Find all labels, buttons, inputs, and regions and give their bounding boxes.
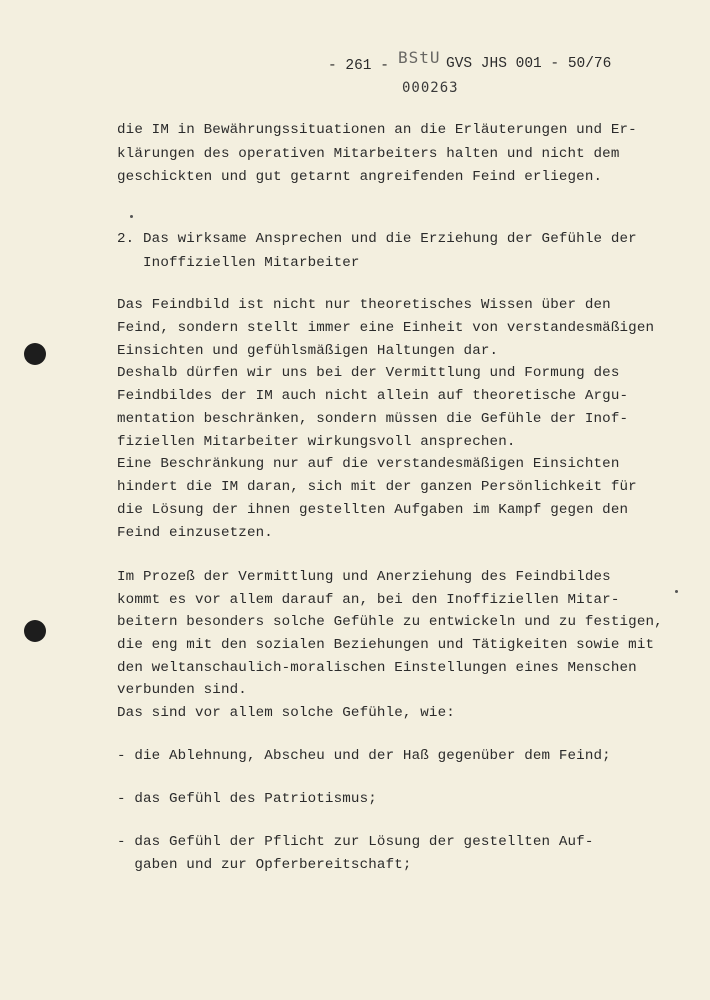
- text-line: beitern besonders solche Gefühle zu entwickeln und zu festigen,: [117, 614, 663, 630]
- punch-hole: [24, 343, 46, 365]
- page-number: - 261 -: [328, 58, 389, 74]
- archive-stamp-number: 000263: [402, 80, 459, 96]
- section-heading: 2. Das wirksame Ansprechen und die Erziehung der Gefühle der: [117, 231, 637, 247]
- text-line: Eine Beschränkung nur auf die verstandesmäßigen Einsichten: [117, 456, 620, 472]
- text-line: Feind, sondern stellt immer eine Einheit von verstandesmäßigen: [117, 320, 655, 336]
- text-line: fiziellen Mitarbeiter wirkungsvoll ansprechen.: [117, 434, 516, 450]
- text-line: hindert die IM daran, sich mit der ganzen Persönlichkeit für: [117, 479, 637, 495]
- text-line: Das Feindbild ist nicht nur theoretisches Wissen über den: [117, 297, 611, 313]
- text-line: Im Prozeß der Vermittlung und Anerziehung des Feindbildes: [117, 569, 611, 585]
- text-line: den weltanschaulich-moralischen Einstellungen eines Menschen: [117, 660, 637, 676]
- text-line: die eng mit den sozialen Beziehungen und Tätigkeiten sowie mit: [117, 637, 655, 653]
- text-line: geschickten und gut getarnt angreifenden Feind erliegen.: [117, 169, 603, 185]
- text-line: Feindbildes der IM auch nicht allein auf theoretische Argu-: [117, 388, 629, 404]
- list-item: gaben und zur Opferbereitschaft;: [117, 857, 412, 873]
- text-line: die IM in Bewährungssituationen an die Erläuterungen und Er-: [117, 122, 637, 138]
- list-item: - das Gefühl des Patriotismus;: [117, 791, 377, 807]
- text-line: Feind einzusetzen.: [117, 525, 273, 541]
- ink-mark: [130, 215, 133, 218]
- list-item: - das Gefühl der Pflicht zur Lösung der gestellten Auf-: [117, 834, 594, 850]
- list-item: - die Ablehnung, Abscheu und der Haß gegenüber dem Feind;: [117, 748, 611, 764]
- text-line: Deshalb dürfen wir uns bei der Vermittlung und Formung des: [117, 365, 620, 381]
- punch-hole: [24, 620, 46, 642]
- text-line: die Lösung der ihnen gestellten Aufgaben im Kampf gegen den: [117, 502, 629, 518]
- archive-stamp: BStU: [398, 48, 441, 67]
- document-reference: GVS JHS 001 - 50/76: [446, 56, 612, 72]
- text-line: verbunden sind.: [117, 682, 247, 698]
- text-line: Das sind vor allem solche Gefühle, wie:: [117, 705, 455, 721]
- text-line: klärungen des operativen Mitarbeiters halten und nicht dem: [117, 146, 620, 162]
- text-line: Einsichten und gefühlsmäßigen Haltungen dar.: [117, 343, 499, 359]
- text-line: mentation beschränken, sondern müssen die Gefühle der Inof-: [117, 411, 629, 427]
- text-line: kommt es vor allem darauf an, bei den Inoffiziellen Mitar-: [117, 592, 620, 608]
- section-heading: Inoffiziellen Mitarbeiter: [117, 255, 360, 271]
- ink-mark: [675, 590, 678, 593]
